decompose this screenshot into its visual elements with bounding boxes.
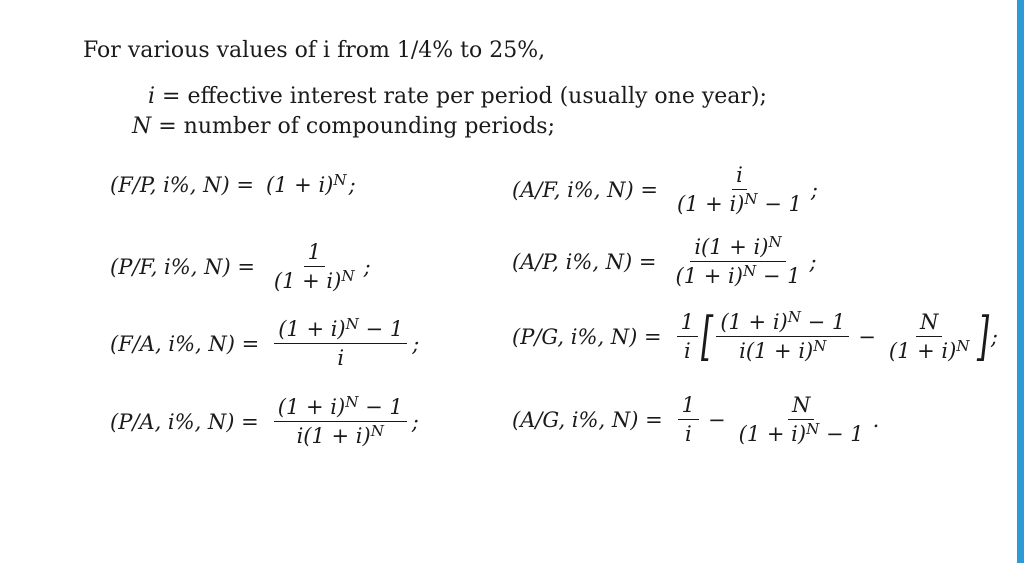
formula-af: (A/F, i%, N) = $\frac{i}{(1 + i)^N - 1}$ ; (512, 163, 818, 217)
formula-fp-lhs: (F/P, i%, N) = (110, 173, 254, 197)
definition-i-text: = effective interest rate per period (usually one year); (162, 84, 767, 109)
formula-fp: (F/P, i%, N) = $(1 + i)^N$ ; (110, 171, 356, 197)
formula-af-lhs: (A/F, i%, N) = (512, 177, 658, 202)
definition-i (148, 84, 767, 109)
accent-bar (1017, 0, 1024, 563)
formula-pg-fraction-b: $\frac{N}{(1 + i)^N}$ (888, 310, 970, 364)
formula-fa-fraction: $\frac{(1 + i)^N - 1}{i}$ (274, 317, 407, 370)
formula-ag: (A/G, i%, N) = $\frac{1}{i}$ − $\frac{N}{(1 + i)^N - 1}$ . (512, 393, 880, 447)
formula-pa: (P/A, i%, N) = $\frac{(1 + i)^N - 1}{i(1 + i)^N}$ ; (110, 393, 419, 449)
formula-fp-expr: $(1 + i)^N$ (265, 171, 347, 197)
formula-fa: (F/A, i%, N) = $\frac{(1 + i)^N - 1}{i}$ ; (110, 315, 420, 371)
formula-ag-outer-fraction: $\frac{1}{i}$ (678, 393, 699, 446)
formula-pa-lhs: (P/A, i%, N) = (110, 409, 259, 434)
formula-pa-fraction: $\frac{(1 + i)^N - 1}{i(1 + i)^N}$ (274, 395, 407, 448)
formula-pg-close-bracket: ] (976, 306, 989, 367)
formula-ap: (A/P, i%, N) = $\frac{i(1 + i)^N}{(1 + i)^N - 1}$ ; (512, 233, 817, 289)
definition-n-symbol: N (132, 114, 152, 139)
formula-pg: (P/G, i%, N) = $\frac{1}{i}$ [ $\frac{(1 + i)^N - 1}{i(1 + i)^N}$ − $\frac{N}{(1 + i)^N}$ ] ; (512, 306, 998, 367)
formula-ap-lhs: (A/P, i%, N) = (512, 249, 657, 274)
intro-sentence: For various values of i from 1/4% to 25%, (83, 38, 546, 63)
definition-i-symbol: i (148, 84, 156, 109)
formula-pf: (P/F, i%, N) = $\frac{1}{(1 + i)^N}$ ; (110, 240, 371, 294)
formula-pg-open-bracket: [ (701, 306, 714, 367)
formula-ap-fraction: $\frac{i(1 + i)^N}{(1 + i)^N - 1}$ (675, 233, 801, 289)
formula-pg-outer-fraction: $\frac{1}{i}$ (677, 310, 698, 363)
formula-pf-fraction: $\frac{1}{(1 + i)^N}$ (273, 240, 355, 294)
formula-af-fraction: $\frac{i}{(1 + i)^N - 1}$ (676, 163, 802, 217)
formula-pg-fraction-a: $\frac{(1 + i)^N - 1}{i(1 + i)^N}$ (716, 310, 849, 363)
formula-ag-lhs: (A/G, i%, N) = (512, 407, 663, 432)
definition-n (132, 114, 555, 139)
formula-ag-fraction-b: $\frac{N}{(1 + i)^N - 1}$ (738, 393, 864, 447)
formula-pg-lhs: (P/G, i%, N) = (512, 324, 662, 349)
formula-pf-lhs: (P/F, i%, N) = (110, 254, 255, 279)
formula-fa-lhs: (F/A, i%, N) = (110, 331, 260, 356)
definition-n-text: = number of compounding periods; (158, 114, 556, 139)
